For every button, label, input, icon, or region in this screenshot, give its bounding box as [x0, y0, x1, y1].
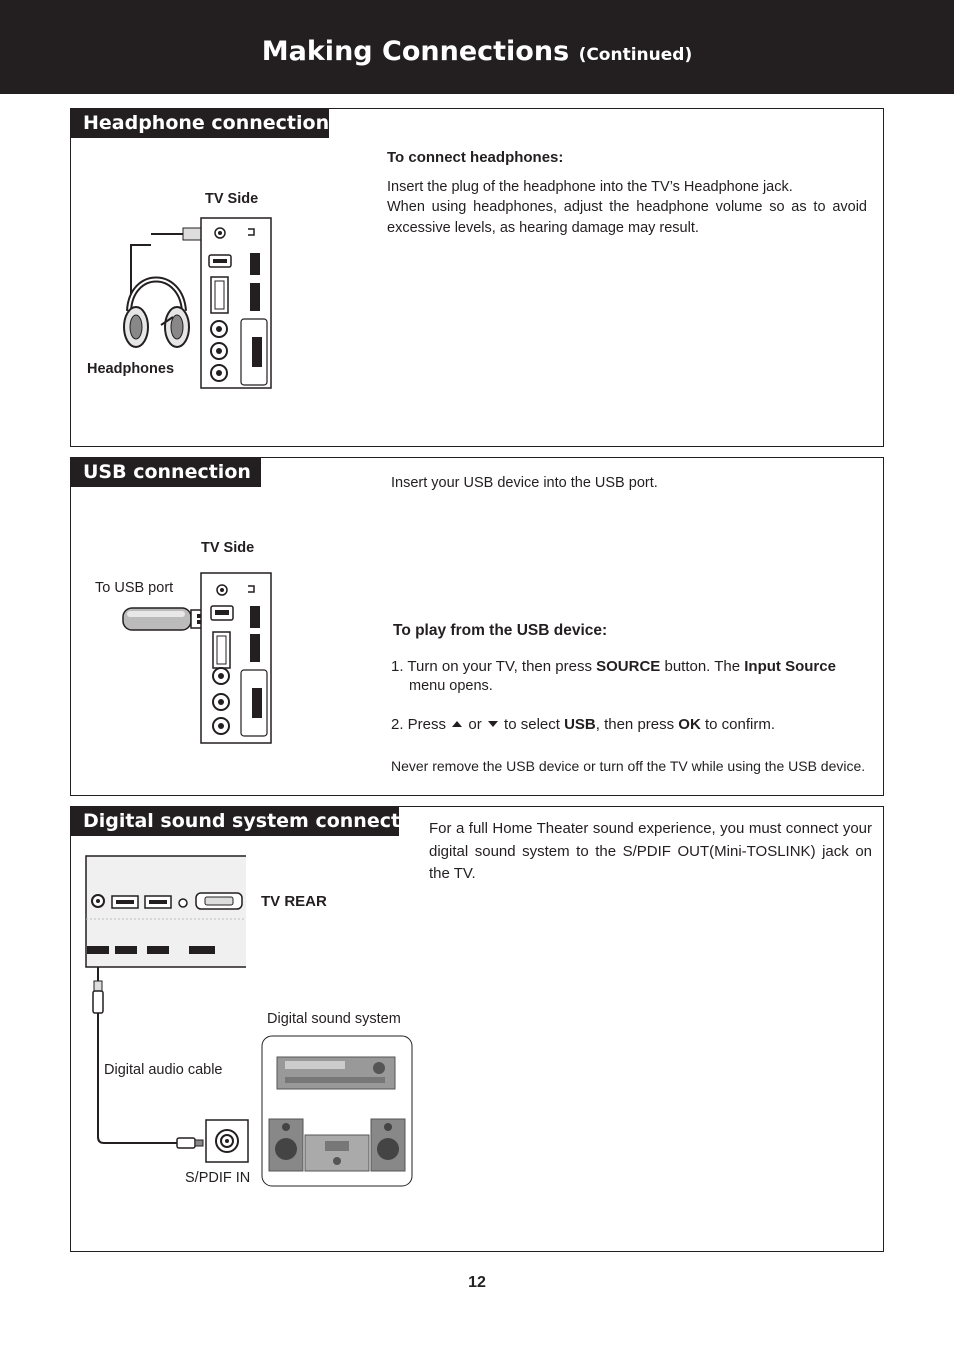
page-number: 12: [468, 1274, 486, 1291]
title-text: Making Connections: [261, 36, 570, 67]
usb-stick-icon: [121, 604, 211, 634]
digital-cable-label: Digital audio cable: [104, 1062, 223, 1078]
usb-tv-side-label: TV Side: [201, 540, 255, 556]
headphone-p1: Insert the plug of the headphone into the TV’s Headphone jack.: [387, 179, 793, 195]
input-source-menu: Input Source: [744, 658, 836, 675]
digital-heading: Digital sound system connection: [71, 807, 399, 836]
digital-sound-system-icon: [261, 1035, 413, 1187]
headphone-section: [70, 108, 884, 447]
tv-side-label: TV Side: [205, 191, 259, 207]
digital-system-label: Digital sound system: [267, 1011, 401, 1027]
usb-step1-cont: menu opens.: [409, 678, 493, 694]
spdif-in-jack-icon: [205, 1119, 249, 1163]
step1-text-2: button. The: [660, 658, 745, 675]
tv-side-panel-icon: [200, 217, 272, 389]
page-title: [0, 36, 954, 67]
to-usb-port-label: To USB port: [95, 580, 174, 596]
headphone-p2: When using headphones, adjust the headphone volume so as to avoid excessive levels, as hearing damage may result.: [387, 199, 867, 236]
step1-text: 1. Turn on your TV, then press: [391, 658, 597, 675]
headphone-heading: Headphone connection: [71, 109, 329, 138]
usb-section: [70, 457, 884, 796]
step2-or: or: [468, 716, 482, 733]
usb-step2: [391, 715, 775, 736]
usb-step1: [391, 657, 873, 678]
headphones-label: Headphones: [87, 361, 175, 377]
usb-warning: Never remove the USB device or turn off the TV while using the USB device.: [391, 758, 866, 774]
tv-rear-label: TV REAR: [261, 893, 327, 910]
down-arrow-icon: [488, 721, 498, 727]
usb-heading: USB connection: [71, 458, 261, 487]
headphone-instr-title: To connect headphones:: [387, 149, 564, 166]
usb-intro: Insert your USB device into the USB port.: [391, 475, 658, 491]
spdif-in-label: S/PDIF IN: [185, 1170, 251, 1186]
step2-text-2: to select: [504, 716, 565, 733]
step2-text-4: to confirm.: [700, 716, 775, 733]
digital-section: [70, 806, 884, 1252]
step2-text-3: , then press: [595, 716, 679, 733]
usb-tv-side-panel-icon: [200, 572, 272, 744]
digital-cable-icon: [85, 957, 215, 1157]
usb-play-title: To play from the USB device:: [393, 622, 608, 639]
usb-key: USB: [564, 716, 596, 733]
digital-intro: For a full Home Theater sound experience, you must connect your digital sound system to the S/PDIF OUT(Mini-TOSLINK) jack on the TV.: [429, 820, 872, 882]
up-arrow-icon: [452, 721, 462, 727]
title-subtitle: (Continued): [578, 45, 693, 65]
step2-text: 2. Press: [391, 716, 451, 733]
tv-rear-panel-icon: [85, 855, 247, 969]
page-header: [0, 0, 954, 94]
source-key: SOURCE: [596, 658, 661, 675]
ok-key: OK: [678, 716, 701, 733]
